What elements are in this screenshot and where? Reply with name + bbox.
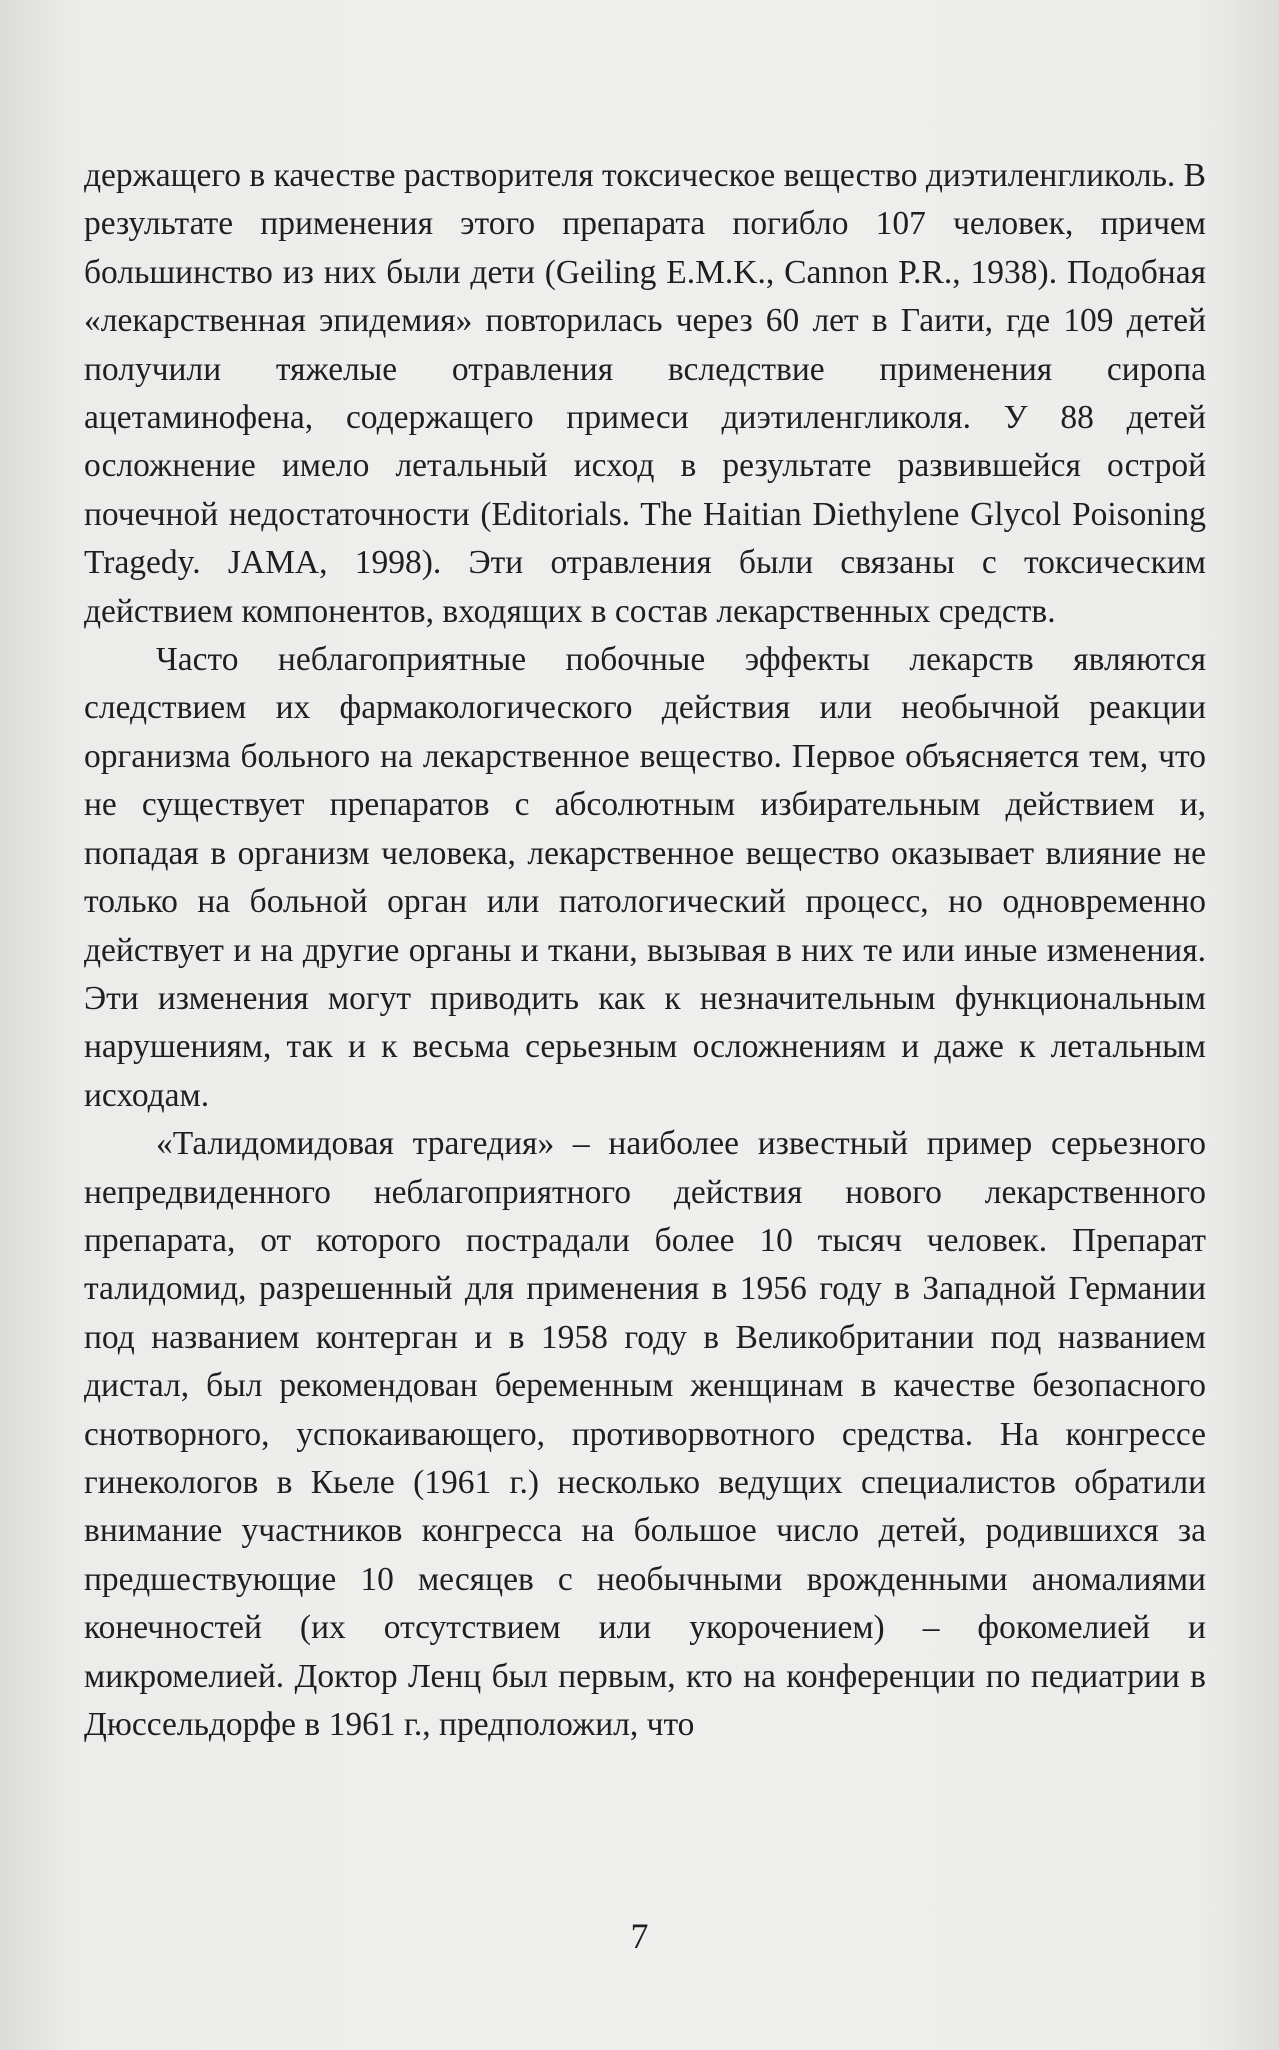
body-text [84, 152, 1206, 1749]
page-number: 7 [630, 1916, 649, 1956]
paragraph-1: держащего в качестве растворителя токсическое вещество диэтиленгликоль. В результате применения этого препарата погибло 107 человек, причем большинство из них были дети (Geiling E.M.K., Cannon P.R., 1938). Подобная «лекарственная эпидемия» повторилась через 60 лет в Гаити, где 109 детей получили тяжелые отравления вследствие применения сиропа ацетаминофена, содержащего примеси диэтиленгликоля. У 88 детей осложнение имело летальный исход в результате развившейся острой почечной недостаточности (Editorials. The Haitian Diethylene Glycol Poisoning Tragedy. JAMA, 1998). Эти отравления были связаны с токсическим действием компонентов, входящих в состав лекарственных средств. [84, 157, 1206, 630]
paragraph-2: Часто неблагоприятные побочные эффекты лекарств являются следствием их фармакологического действия или необычной реакции организма больного на лекарственное вещество. Первое объясняется тем, что не существует препаратов с абсолютным избирательным действием и, попадая в организм человека, лекарственное вещество оказывает влияние не только на больной орган или патологический процесс, но одновременно действует и на другие органы и ткани, вызывая в них те или иные изменения. Эти изменения могут приводить как к незначительным функциональным нарушениям, так и к весьма серьезным осложнениям и даже к летальным исходам. [84, 641, 1206, 1114]
paragraph-3: «Талидомидовая трагедия» – наиболее известный пример серьезного непредвиденного неблагоприятного действия нового лекарственного препарата, от которого пострадали более 10 тысяч человек. Препарат талидомид, разрешенный для применения в 1956 году в Западной Германии под названием контерган и в 1958 году в Великобритании под названием дистал, был рекомендован беременным женщинам в качестве безопасного снотворного, успокаивающего, противорвотного средства. На конгрессе гинекологов в Кьеле (1961 г.) несколько ведущих специалистов обратили внимание участников конгресса на большое число детей, родившихся за предшествующие 10 месяцев с необычными врожденными аномалиями конечностей (их отсутствием или укорочением) – фокомелией и микромелией. Доктор Ленц был первым, кто на конференции по педиатрии в Дюссельдорфе в 1961 г., предположил, что [84, 1125, 1206, 1743]
